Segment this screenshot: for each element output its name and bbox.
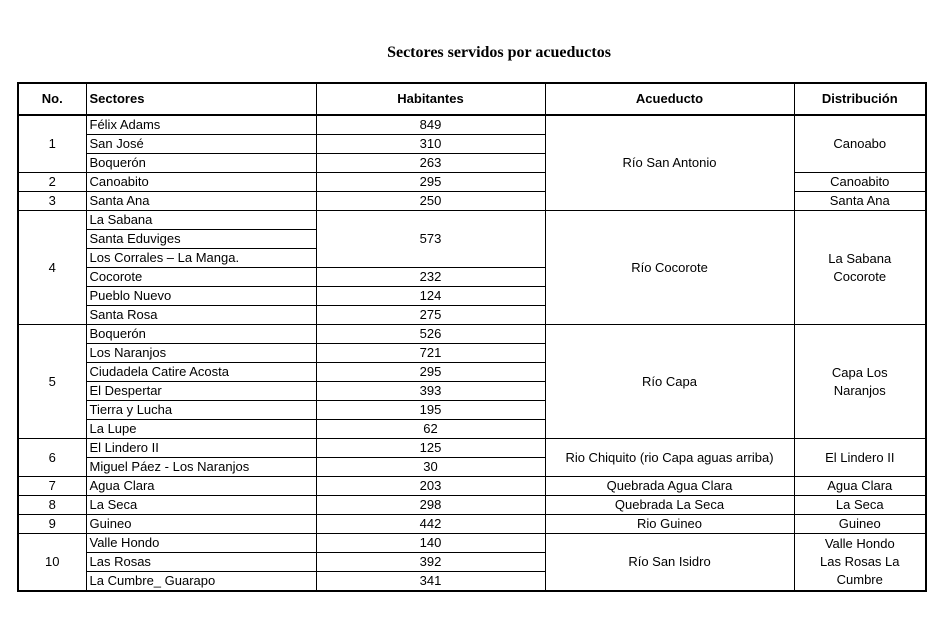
cell-acueducto: Río Cocorote xyxy=(545,211,794,325)
cell-sector: Canoabito xyxy=(86,173,316,192)
header-row xyxy=(18,83,926,115)
cell-sector: Santa Eduviges xyxy=(86,230,316,249)
cell-habitantes: 526 xyxy=(316,325,545,344)
table-row xyxy=(18,534,926,553)
cell-habitantes: 393 xyxy=(316,382,545,401)
cell-sector: Tierra y Lucha xyxy=(86,401,316,420)
cell-distribucion: El Lindero II xyxy=(794,439,926,477)
cell-no: 5 xyxy=(18,325,86,439)
cell-sector: Pueblo Nuevo xyxy=(86,287,316,306)
cell-sector: Boquerón xyxy=(86,325,316,344)
cell-distribucion: Capa Los Naranjos xyxy=(794,325,926,439)
cell-distribucion: Canoabito xyxy=(794,173,926,192)
cell-sector: Las Rosas xyxy=(86,553,316,572)
cell-no: 9 xyxy=(18,515,86,534)
cell-habitantes: 275 xyxy=(316,306,545,325)
header-distribucion: Distribución xyxy=(794,83,926,115)
cell-distribucion: Santa Ana xyxy=(794,192,926,211)
cell-sector: Santa Ana xyxy=(86,192,316,211)
table-row xyxy=(18,477,926,496)
cell-habitantes: 721 xyxy=(316,344,545,363)
header-acueducto: Acueducto xyxy=(545,83,794,115)
cell-habitantes: 62 xyxy=(316,420,545,439)
cell-habitantes: 250 xyxy=(316,192,545,211)
cell-sector: Miguel Páez - Los Naranjos xyxy=(86,458,316,477)
table-row xyxy=(18,115,926,135)
cell-no: 3 xyxy=(18,192,86,211)
cell-no: 1 xyxy=(18,115,86,173)
cell-habitantes: 263 xyxy=(316,154,545,173)
cell-distribucion: Valle Hondo Las Rosas La Cumbre xyxy=(794,534,926,592)
cell-habitantes: 849 xyxy=(316,115,545,135)
table-row xyxy=(18,515,926,534)
cell-no: 7 xyxy=(18,477,86,496)
header-no: No. xyxy=(18,83,86,115)
cell-habitantes: 298 xyxy=(316,496,545,515)
table-row xyxy=(18,496,926,515)
cell-sector: La Cumbre_ Guarapo xyxy=(86,572,316,592)
cell-habitantes: 195 xyxy=(316,401,545,420)
cell-acueducto: Río Capa xyxy=(545,325,794,439)
cell-habitantes: 295 xyxy=(316,173,545,192)
cell-distribucion: Agua Clara xyxy=(794,477,926,496)
cell-habitantes: 341 xyxy=(316,572,545,592)
cell-sector: El Lindero II xyxy=(86,439,316,458)
cell-sector: La Seca xyxy=(86,496,316,515)
cell-acueducto: Rio Chiquito (rio Capa aguas arriba) xyxy=(545,439,794,477)
cell-sector: La Sabana xyxy=(86,211,316,230)
cell-habitantes: 295 xyxy=(316,363,545,382)
cell-sector: Félix Adams xyxy=(86,115,316,135)
table-row xyxy=(18,211,926,230)
cell-habitantes: 125 xyxy=(316,439,545,458)
cell-sector: Boquerón xyxy=(86,154,316,173)
cell-distribucion: La Sabana Cocorote xyxy=(794,211,926,325)
cell-habitantes: 573 xyxy=(316,211,545,268)
cell-sector: Agua Clara xyxy=(86,477,316,496)
cell-habitantes: 30 xyxy=(316,458,545,477)
cell-sector: Santa Rosa xyxy=(86,306,316,325)
cell-habitantes: 140 xyxy=(316,534,545,553)
cell-distribucion: Canoabo xyxy=(794,115,926,173)
header-habitantes: Habitantes xyxy=(316,83,545,115)
table-row xyxy=(18,439,926,458)
sectors-table xyxy=(17,82,927,592)
cell-habitantes: 232 xyxy=(316,268,545,287)
page-title: Sectores servidos por acueductos xyxy=(387,44,611,61)
cell-habitantes: 124 xyxy=(316,287,545,306)
cell-distribucion: La Seca xyxy=(794,496,926,515)
cell-acueducto: Río San Isidro xyxy=(545,534,794,592)
cell-sector: Los Naranjos xyxy=(86,344,316,363)
cell-acueducto: Río San Antonio xyxy=(545,115,794,211)
cell-sector: Valle Hondo xyxy=(86,534,316,553)
cell-habitantes: 310 xyxy=(316,135,545,154)
cell-acueducto: Rio Guineo xyxy=(545,515,794,534)
cell-acueducto: Quebrada Agua Clara xyxy=(545,477,794,496)
cell-no: 10 xyxy=(18,534,86,592)
table-row xyxy=(18,325,926,344)
cell-sector: Cocorote xyxy=(86,268,316,287)
cell-no: 8 xyxy=(18,496,86,515)
cell-distribucion: Guineo xyxy=(794,515,926,534)
cell-habitantes: 203 xyxy=(316,477,545,496)
cell-acueducto: Quebrada La Seca xyxy=(545,496,794,515)
cell-sector: Guineo xyxy=(86,515,316,534)
cell-sector: Ciudadela Catire Acosta xyxy=(86,363,316,382)
cell-no: 4 xyxy=(18,211,86,325)
cell-sector: San José xyxy=(86,135,316,154)
cell-sector: Los Corrales – La Manga. xyxy=(86,249,316,268)
cell-habitantes: 442 xyxy=(316,515,545,534)
cell-sector: El Despertar xyxy=(86,382,316,401)
cell-sector: La Lupe xyxy=(86,420,316,439)
cell-no: 6 xyxy=(18,439,86,477)
cell-no: 2 xyxy=(18,173,86,192)
header-sectores: Sectores xyxy=(86,83,316,115)
cell-habitantes: 392 xyxy=(316,553,545,572)
